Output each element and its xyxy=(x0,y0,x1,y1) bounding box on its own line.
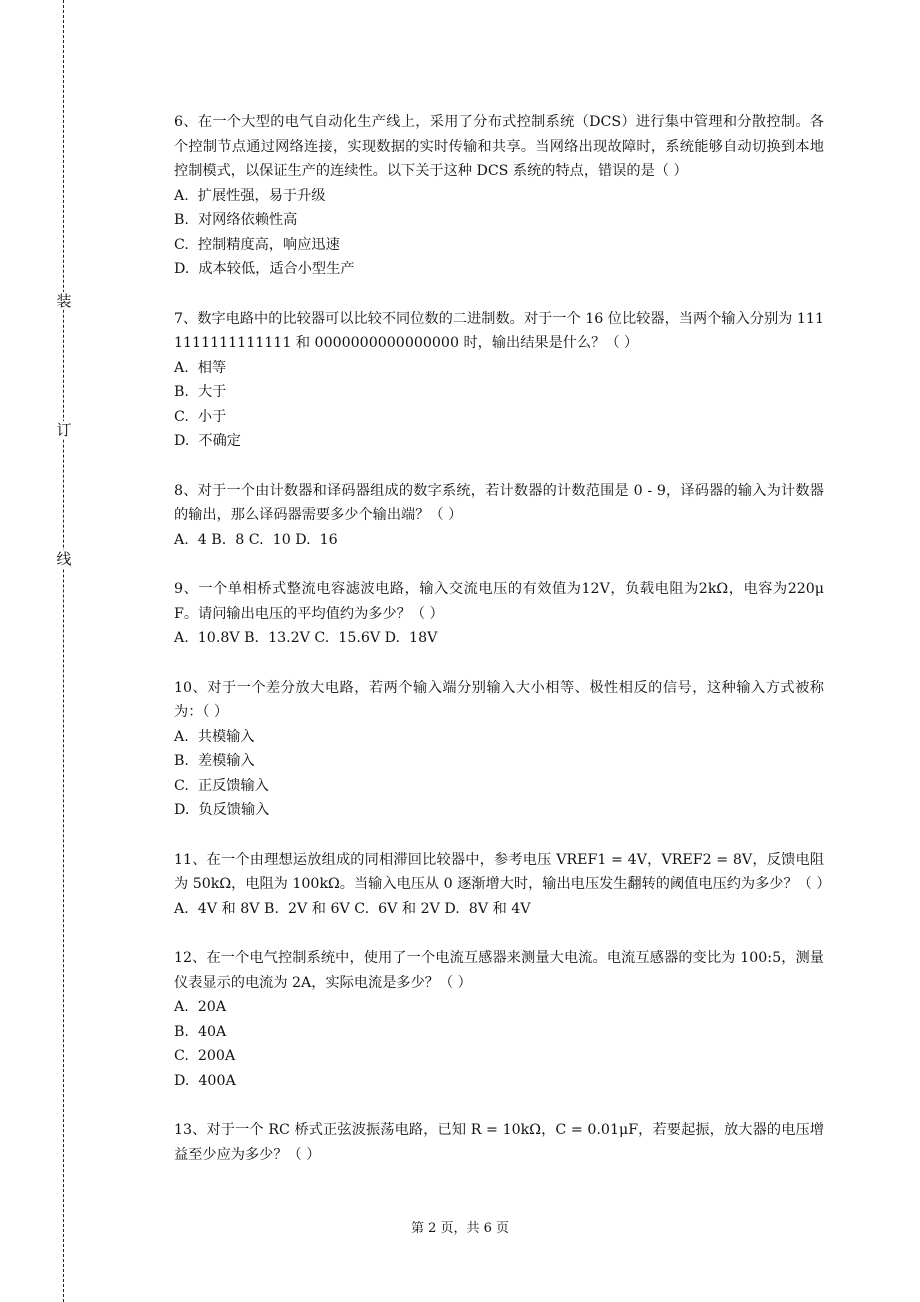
question-10 xyxy=(174,676,824,823)
option-d: D. 不确定 xyxy=(174,433,241,449)
question-12 xyxy=(174,946,824,1093)
question-text: 6、在一个大型的电气自动化生产线上，采用了分布式控制系统（DCS）进行集中管理和分散控制。各个控制节点通过网络连接，实现数据的实时传输和共享。当网络出现故障时，系统能够自动切换到本地控制模式，以保证生产的连续性。以下关于这种 DCS 系统的特点，错误的是（ ） xyxy=(174,114,824,179)
option-b: B. 差模输入 xyxy=(174,753,255,769)
question-text: 12、在一个电气控制系统中，使用了一个电流互感器来测量大电流。电流互感器的变比为 100:5，测量仪表显示的电流为 2A，实际电流是多少？（ ） xyxy=(174,950,824,991)
option-c: C. 小于 xyxy=(174,408,227,425)
option-a: A. 20A xyxy=(174,999,227,1015)
question-7 xyxy=(174,307,824,454)
question-6 xyxy=(174,110,824,282)
question-text: 10、对于一个差分放大电路，若两个输入端分别输入大小相等、极性相反的信号，这种输入方式被称为：（ ） xyxy=(174,679,824,720)
option-d: D. 成本较低，适合小型生产 xyxy=(174,261,355,277)
question-text: 7、数字电路中的比较器可以比较不同位数的二进制数。对于一个 16 位比较器，当两个输入分别为 1111111111111111 和 0000000000000000 时，输出结果是什么？（ ） xyxy=(174,310,824,351)
option-a: A. 扩展性强，易于升级 xyxy=(174,187,326,204)
option-a: A. 相等 xyxy=(174,359,227,376)
question-9 xyxy=(174,577,824,651)
options-inline: A. 4V 和 8V B. 2V 和 6V C. 6V 和 2V D. 8V 和 4V xyxy=(174,900,531,917)
option-b: B. 40A xyxy=(174,1023,227,1040)
question-11 xyxy=(174,848,831,922)
question-13 xyxy=(174,1118,824,1167)
question-text: 11、在一个由理想运放组成的同相滞回比较器中，参考电压 VREF1 = 4V，VREF2 = 8V，反馈电阻为 50kΩ，电阻为 100kΩ。当输入电压从 0 逐渐增大时，输出电压发生翻转的阈值电压约为多少？（ ） xyxy=(174,851,831,892)
option-b: B. 大于 xyxy=(174,384,227,400)
option-a: A. 共模输入 xyxy=(174,728,255,745)
binding-char-zhuang: 装 xyxy=(56,292,72,310)
question-text: 9、一个单相桥式整流电容滤波电路，输入交流电压的有效值为12V，负载电阻为2kΩ，电容为220μF。请问输出电压的平均值约为多少？（ ） xyxy=(174,581,824,622)
question-8 xyxy=(174,479,824,553)
watermark: www.zixin.com.cn xyxy=(470,601,897,659)
option-c: C. 正反馈输入 xyxy=(174,777,269,794)
question-text: 8、对于一个由计数器和译码器组成的数字系统，若计数器的计数范围是 0 - 9，译码器的输入为计数器的输出，那么译码器需要多少个输出端？（ ） xyxy=(174,482,824,523)
binding-char-xian: 线 xyxy=(56,550,72,568)
options-inline: A. 10.8V B. 13.2V C. 15.6V D. 18V xyxy=(174,630,438,646)
page-number: 第 2 页，共 6 页 xyxy=(410,1221,510,1236)
option-c: C. 控制精度高，响应迅速 xyxy=(174,236,340,253)
binding-char-ding: 订 xyxy=(56,421,72,439)
option-d: D. 400A xyxy=(174,1072,236,1089)
option-b: B. 对网络依赖性高 xyxy=(174,212,298,228)
binding-dashed-line xyxy=(63,0,64,1302)
question-text: 13、对于一个 RC 桥式正弦波振荡电路，已知 R = 10kΩ，C = 0.01μF，若要起振，放大器的电压增益至少应为多少？（ ） xyxy=(174,1122,824,1163)
question-list xyxy=(174,110,831,1192)
option-c: C. 200A xyxy=(174,1048,236,1064)
options-inline: A. 4 B. 8 C. 10 D. 16 xyxy=(174,531,338,548)
option-d: D. 负反馈输入 xyxy=(174,802,270,818)
